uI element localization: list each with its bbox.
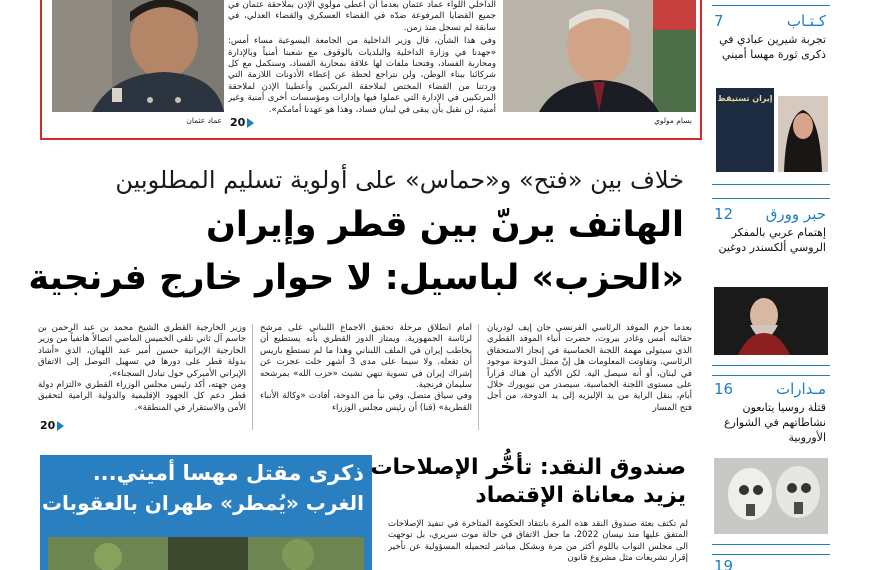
gas-mask-photo (714, 458, 828, 534)
sidebar-page-number: 16 (714, 380, 734, 398)
main-story-page-ref (40, 419, 64, 432)
mahsa-promo-line-2: الغرب «يُمطر» طهران بالعقوبات (41, 491, 364, 515)
sidebar-item-title: تجربة شيرين عبادي في ذكرى ثورة مهسا أميني (719, 33, 826, 61)
mahsa-promo-box (40, 455, 372, 570)
sidebar-item-title: قتلة روسيا يتابعون نشاطاتهم في الشوارع الأوروبية (723, 401, 826, 444)
main-story-column-middle: أمام انطلاق مرحلة تحقيق الاجماع اللبناني على مرشح لرئاسة الجمهورية. ويمتاز الدور القطري بأنه يستطيع أن يخاطب إيران في الملف اللبناني وهذا ما لم تستطع باريس أن تفعله. ولا سيما على مدى 3 أشهر خلت عجزت عن إشراك إيران في تسوية تنهي تشبث «حزب الله» بمرشحه سليمان فرنجية. وفي سياق متصل، وفي نبأ من الدوحة، أفادت «وكالة الأنباء القطرية» (قنا) أن رئيس مجلس الوزراء (260, 323, 472, 413)
book-cover-title: إيران تستيقظ (717, 94, 773, 103)
top-story-text (228, 0, 496, 128)
sidebar-item-madarat[interactable] (712, 375, 830, 545)
imf-headline-line-1: صندوق النقد: تأخُّر الإصلاحات (370, 455, 686, 480)
mahsa-promo-photo (48, 537, 364, 570)
column-divider (252, 324, 253, 430)
imad-osman-photo (52, 0, 224, 112)
sidebar-section-name: حبر وورق (765, 205, 826, 223)
column-divider (478, 324, 479, 430)
top-story-paragraph: وفي هذا الشأن، قال وزير الداخلية من الجامعة اليسوعية مساء أمس: «جهدنا في وزارة الداخلية والبلديات بالوقوف مع شعبنا أمنياً وبالإدارة ومحاربة الفساد، وفتحنا ملفات لها علاقة بمحاربة الفساد، وسنكمل مع كل شركائنا ببناء الوطن، ولن نتراجع لحظة عن إعطاء الأذونات اللازمة التي وردتنا من القضاء المختص لملاحقة المرتكبين وأعطينا الإذن لملاحقة المرتكبين في الإدارة التي عملوا فيها وإدارات ومؤسسات أخرى أمنية وغير أمنية، لن نقبل بأن يبقى في لبنان فساد، وهذا هو عهدنا أمامكم». (228, 36, 496, 115)
caption-bassam-mawlawi: بسام مولوي (653, 116, 692, 125)
book-cover-image (716, 88, 774, 172)
sidebar-section-name: كـتـاب (786, 12, 826, 30)
top-story-paragraph: الداخلي اللواء عماد عثمان بعدما أن أعطى مولوي الإذن بملاحقة عثمان في جميع القضايا المرفوعة ضدّه في القضاء العسكري والقضاء العدلي، في سابقة لم تسجل منذ زمن. (228, 0, 496, 33)
mahsa-portrait-image (778, 96, 828, 172)
caption-imad-osman: عماد عثمان (186, 116, 222, 125)
sidebar-item-next[interactable] (712, 554, 830, 570)
sidebar-item-header (712, 6, 830, 30)
sidebar-item-title: إهتمام عربي بالمفكر الروسي ألكسندر دوغين (718, 226, 826, 254)
top-story-page-ref (230, 116, 254, 129)
sidebar-item-book[interactable] (712, 5, 830, 185)
sidebar-page-number: 19 (714, 557, 734, 570)
page-ref-number: 20 (230, 116, 246, 129)
page-ref-number: 20 (40, 419, 56, 432)
imf-story-text: لم تكتف بعثة صندوق النقد هذه المرة بانتقاد الحكومة المتأخرة في تنفيذ الإصلاحات المتفق عليها منذ نيسان 2022، ما جعل الاتفاق في حالة موت سريري، بل توجهت الى مجلس النواب باللوم أكثر من مرة وبشكل مباشر لتحميله المسؤولية عن تأخير إقرار تشريعات مثل مشروع قانون (388, 519, 688, 564)
dugin-photo (714, 287, 828, 355)
sidebar-item-header (712, 555, 830, 570)
sidebar-item-header (712, 199, 830, 223)
sidebar-item-hibr-wa-waraq[interactable] (712, 198, 830, 366)
imf-headline-line-2: يزيد معاناة الإقتصاد (475, 483, 686, 508)
page-arrow-icon (57, 421, 64, 431)
main-story-column-left: وزير الخارجية القطري الشيخ محمد بن عبد الرحمن بن جاسم آل ثاني تلقى الخميس الماضي اتصالاً هاتفياً من وزير الخارجية الإيرانية حسين أمير عبد اللهيان، الذي «أشاد بدولة قطر على دورها في تسهيل التوصل إلى الاتفاق الإيراني الأميركي حول تبادل السجناء». ومن جهته، أكد رئيس مجلس الوزراء القطري «التزام دولة قطر دعم كل الجهود الإقليمية والدولية الرامية لتحقيق الأمن والاستقرار في المنطقة». (38, 323, 246, 413)
sidebar-section-name: مـدارات (775, 380, 826, 398)
sidebar-item-header (712, 376, 830, 398)
mahsa-promo-line-1: ذكرى مقتل مهسا أميني... (92, 461, 364, 485)
page-arrow-icon (247, 118, 254, 128)
main-story-kicker: خلاف بين «فتح» و«حماس» على أولوية تسليم المطلوبين (115, 166, 684, 194)
main-headline-line-1: الهاتف يرنّ بين قطر وإيران (206, 205, 684, 245)
sidebar-page-number: 7 (714, 12, 724, 30)
main-headline-line-2: «الحزب» لباسيل: لا حوار خارج فرنجية (28, 258, 684, 298)
main-story-column-right: بعدما حزم الموفد الرئاسي الفرنسي جان إيف لودريان حقائبه أمس وغادر بيروت، حضرت أنباء الموفد القطري الذي سيتولى مهمة اللجنة الخماسية في إنجاز الاستحقاق الرئاسي. وتفاوتت المعلومات هل إنّ ممثل الدوحة موجود في لبنان، أو أنه سيصل اليه. لكن الأكيد أن هناك قراراً على مستوى اللجنة الخماسية، سيصدر من نيويورك خلال أيام، بنقل الراية من يد الإليزيه إلى يد الدوحة، من أجل فتح المسار (487, 323, 692, 413)
bassam-mawlawi-photo (503, 0, 696, 112)
sidebar-page-number: 12 (714, 205, 734, 223)
